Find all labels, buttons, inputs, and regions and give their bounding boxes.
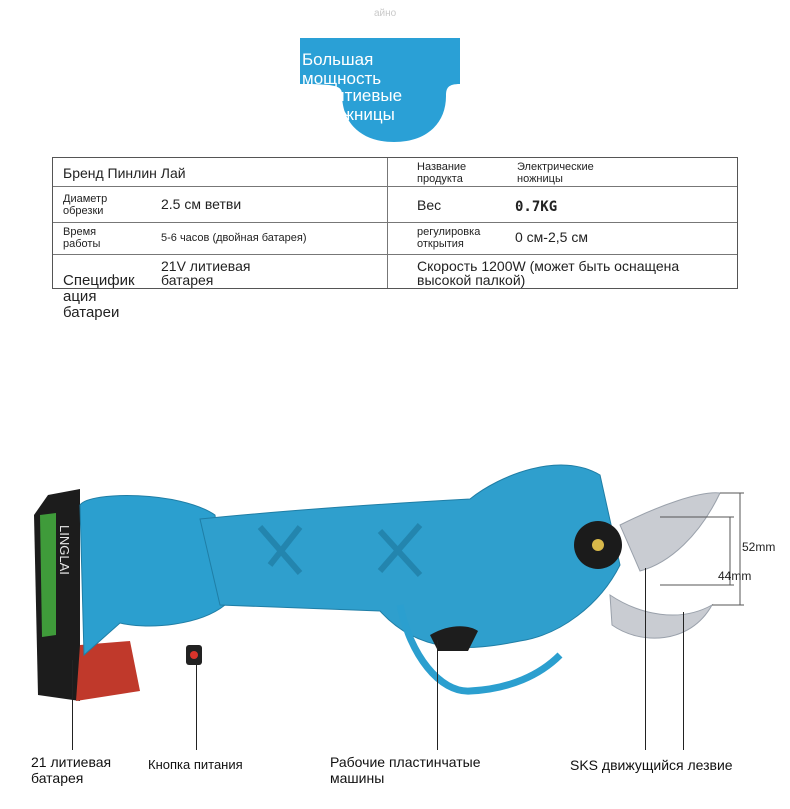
callout-line-plates bbox=[437, 640, 438, 750]
opening-label: регулировка открытия bbox=[417, 226, 481, 250]
weight-value: 0.7KG bbox=[515, 199, 558, 215]
speed-value: Скорость 1200W (может быть оснащена высокой палкой) bbox=[417, 258, 680, 288]
title-line-1: Большая мощность bbox=[302, 50, 382, 88]
callout-battery: 21 литиевая батарея bbox=[31, 754, 112, 786]
brand-cell: Бренд Пинлин Лай bbox=[63, 165, 186, 181]
spec-table bbox=[52, 157, 738, 321]
callout-line-blade-1 bbox=[645, 568, 646, 750]
dimension-inner: 44mm bbox=[718, 569, 752, 583]
weight-label: Вес bbox=[417, 197, 442, 213]
callout-power-button: Кнопка питания bbox=[148, 757, 243, 772]
callout-working-plates: Рабочие пластинчатые машины bbox=[330, 754, 481, 786]
dimension-outer: 52mm bbox=[742, 540, 776, 554]
watermark-text: айно bbox=[374, 8, 397, 19]
battery-brand-label: LINGLAI bbox=[57, 525, 72, 575]
battery-spec-label: Специфик ация батареи bbox=[63, 272, 135, 321]
pruning-shears-illustration bbox=[0, 455, 790, 715]
product-name-label: Название продукта bbox=[417, 161, 467, 185]
product-name-value: Электрические ножницы bbox=[517, 161, 594, 185]
cut-diameter-value: 2.5 см ветви bbox=[161, 196, 242, 212]
callout-line-blade-2 bbox=[683, 612, 684, 750]
callout-sks-blade: SKS движущийся лезвие bbox=[570, 757, 733, 773]
callout-line-power bbox=[196, 665, 197, 750]
work-time-value: 5-6 часов (двойная батарея) bbox=[161, 232, 307, 244]
work-time-label: Время работы bbox=[63, 226, 101, 250]
title-line-2: Литиевые ножницы bbox=[324, 86, 403, 124]
callout-line-battery bbox=[72, 660, 73, 750]
cut-diameter-label: Диаметр обрезки bbox=[63, 193, 108, 217]
battery-spec-value: 21V литиевая батарея bbox=[161, 258, 251, 288]
opening-value: 0 см-2,5 см bbox=[515, 229, 588, 245]
